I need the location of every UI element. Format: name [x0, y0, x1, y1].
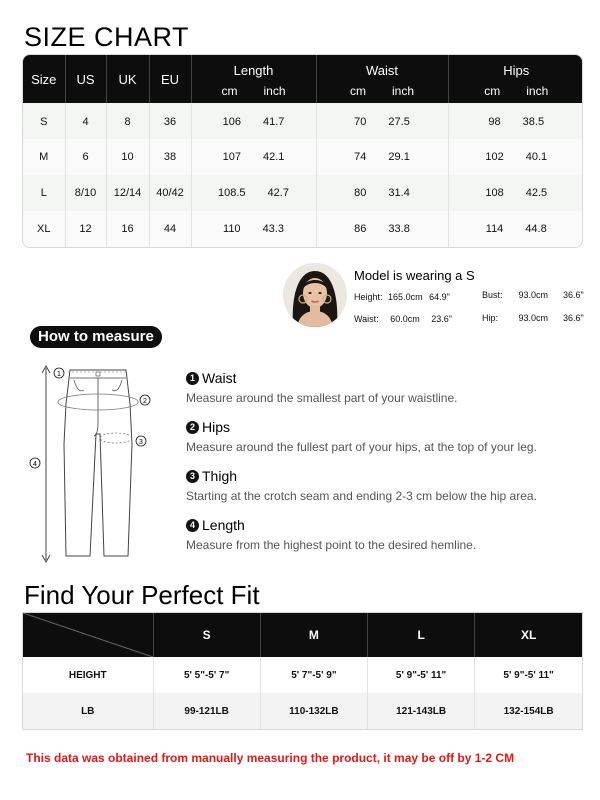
- diagram-marker-4: [30, 458, 40, 468]
- model-bust: Bust: 93.0cm 36.6": [482, 290, 584, 300]
- cell-length: 106 41.7: [191, 103, 316, 139]
- cell-us: 8/10: [65, 175, 106, 211]
- size-chart-title: SIZE CHART: [24, 22, 190, 52]
- disclaimer-note: This data was obtained from manually measuring the product, it may be off by 1-2 CM: [26, 751, 515, 765]
- cell-waist: 74 29.1: [316, 139, 448, 175]
- cell-uk: 16: [106, 211, 149, 247]
- svg-text:1: 1: [57, 371, 61, 378]
- step-thigh: 3 Thigh Starting at the crotch seam and ending 2-3 cm below the hip area.: [186, 468, 537, 503]
- model-height: Height: 165.0cm 64.9": [354, 292, 450, 302]
- header-hips: Hips cm inch: [448, 55, 583, 103]
- step-number-icon: 1: [186, 372, 199, 385]
- header-length: Length cm inch: [191, 55, 316, 103]
- cell-size: M: [23, 139, 65, 175]
- cell-length: 110 43.3: [191, 211, 316, 247]
- cell-waist: 80 31.4: [316, 175, 448, 211]
- step-waist: 1 Waist Measure around the smallest part of your waistline.: [186, 370, 458, 405]
- cell-hips: 98 38.5: [448, 103, 583, 139]
- model-title: Model is wearing a S: [354, 268, 475, 283]
- fit-size-m: M: [260, 613, 367, 657]
- measure-steps: [186, 370, 586, 566]
- fit-size-xl: XL: [475, 613, 582, 657]
- cell-eu: 36: [149, 103, 191, 139]
- step-number-icon: 4: [186, 519, 199, 532]
- cell-eu: 38: [149, 139, 191, 175]
- cell-size: XL: [23, 211, 65, 247]
- header-us: US: [65, 55, 106, 103]
- diagram-marker-2: [140, 395, 150, 405]
- cell-hips: 108 42.5: [448, 175, 583, 211]
- step-number-icon: 2: [186, 421, 199, 434]
- step-number-icon: 3: [186, 470, 199, 483]
- header-eu: EU: [149, 55, 191, 103]
- cell-us: 12: [65, 211, 106, 247]
- table-row: [23, 103, 583, 139]
- cell-us: 6: [65, 139, 106, 175]
- cell-uk: 10: [106, 139, 149, 175]
- table-row: HEIGHT 5' 5"-5' 7" 5' 7"-5' 9" 5' 9"-5' 11" 5' 9"-5' 11": [23, 657, 582, 693]
- cell-length: 108.5 42.7: [191, 175, 316, 211]
- fit-corner: [23, 613, 153, 657]
- header-uk: UK: [106, 55, 149, 103]
- table-row: [23, 139, 583, 175]
- cell-length: 107 42.1: [191, 139, 316, 175]
- svg-text:3: 3: [139, 439, 143, 446]
- fit-title: Find Your Perfect Fit: [24, 580, 260, 610]
- model-hip: Hip: 93.0cm 36.6": [482, 313, 584, 323]
- fit-table: [22, 612, 583, 730]
- cell-waist: 70 27.5: [316, 103, 448, 139]
- cell-uk: 8: [106, 103, 149, 139]
- how-to-measure-title: How to measure: [30, 326, 162, 348]
- cell-size: L: [23, 175, 65, 211]
- pants-diagram: [28, 364, 158, 564]
- cell-waist: 86 33.8: [316, 211, 448, 247]
- table-row: [23, 175, 583, 211]
- table-row: LB 99-121LB 110-132LB 121-143LB 132-154LB: [23, 693, 582, 729]
- model-avatar: [283, 263, 347, 327]
- cell-hips: 114 44.8: [448, 211, 583, 247]
- header-size: Size: [23, 55, 65, 103]
- cell-us: 4: [65, 103, 106, 139]
- header-waist: Waist cm inch: [316, 55, 448, 103]
- row-label: HEIGHT: [23, 657, 153, 693]
- model-waist: Waist: 60.0cm 23.6": [354, 314, 452, 324]
- row-label: LB: [23, 693, 153, 729]
- diagram-marker-3: [136, 436, 146, 446]
- fit-size-l: L: [368, 613, 475, 657]
- size-chart-table: [22, 54, 583, 248]
- step-length: 4 Length Measure from the highest point to the desired hemline.: [186, 517, 477, 552]
- svg-text:4: 4: [33, 461, 37, 468]
- cell-size: S: [23, 103, 65, 139]
- cell-uk: 12/14: [106, 175, 149, 211]
- step-hips: 2 Hips Measure around the fullest part of your hips, at the top of your leg.: [186, 419, 537, 454]
- cell-eu: 40/42: [149, 175, 191, 211]
- svg-text:2: 2: [143, 398, 147, 405]
- cell-eu: 44: [149, 211, 191, 247]
- diagram-marker-1: [54, 368, 64, 378]
- cell-hips: 102 40.1: [448, 139, 583, 175]
- table-row: [23, 211, 583, 247]
- fit-size-s: S: [153, 613, 260, 657]
